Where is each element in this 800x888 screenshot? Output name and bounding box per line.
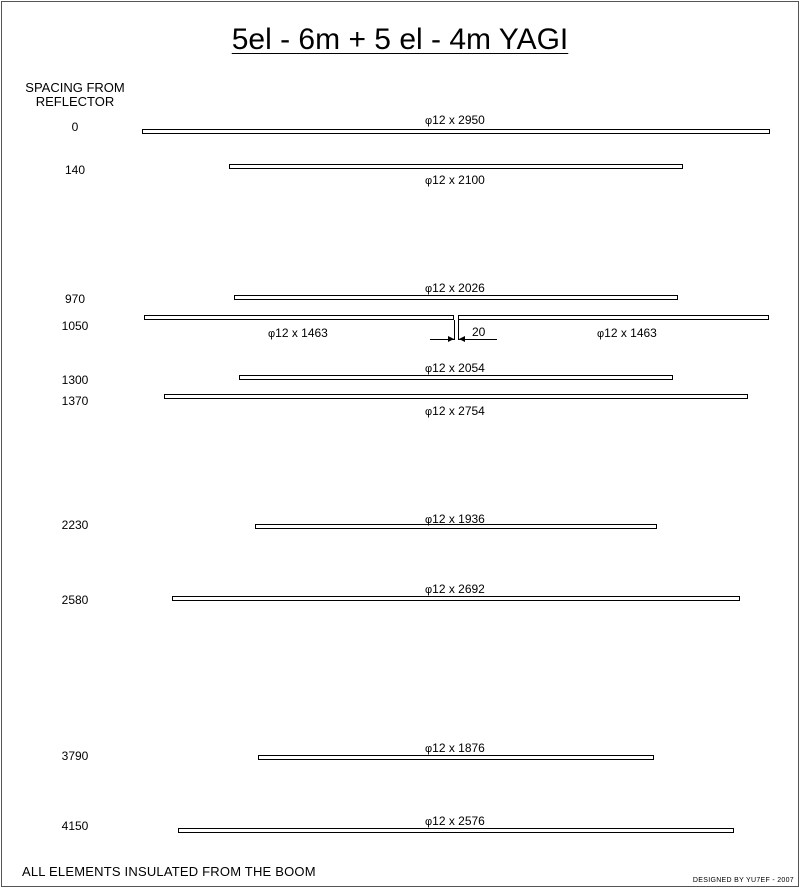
element-9-spacing: 3790 <box>61 749 89 763</box>
element-10-spacing: 4150 <box>61 819 89 833</box>
element-1-dimension: φ12 x 2950 <box>425 113 485 127</box>
element-8-spacing: 2580 <box>61 593 89 607</box>
designer-credit: DESIGNED BY YU7EF - 2007 <box>692 877 794 884</box>
element-3-dimension: φ12 x 2026 <box>425 281 485 295</box>
element-5-spacing: 1300 <box>61 373 89 387</box>
element-4-right-dimension: φ12 x 1463 <box>597 326 657 340</box>
element-7-spacing: 2230 <box>61 518 89 532</box>
element-6-dimension: φ12 x 2754 <box>425 404 485 418</box>
element-4-left-dimension: φ12 x 1463 <box>268 326 328 340</box>
element-1-spacing: 0 <box>71 120 79 134</box>
element-7-dimension: φ12 x 1936 <box>425 512 485 526</box>
element-2-spacing: 140 <box>64 163 86 177</box>
element-9-dimension: φ12 x 1876 <box>425 741 485 755</box>
element-5-dimension: φ12 x 2054 <box>425 361 485 375</box>
element-8-dimension: φ12 x 2692 <box>425 582 485 596</box>
element-1-rod <box>142 129 770 134</box>
element-4-left-half-rod <box>144 315 454 320</box>
gap-arrow-right <box>459 336 465 342</box>
drawing-title: 5el - 6m + 5 el - 4m YAGI <box>231 23 569 56</box>
element-3-spacing: 970 <box>64 292 86 306</box>
gap-dimension-label: 20 <box>472 325 486 339</box>
element-2-dimension: φ12 x 2100 <box>425 173 485 187</box>
element-10-dimension: φ12 x 2576 <box>425 814 485 828</box>
element-2-rod <box>229 164 683 169</box>
element-4-right-half-rod <box>458 315 769 320</box>
insulation-note: ALL ELEMENTS INSULATED FROM THE BOOM <box>22 864 316 879</box>
element-4-spacing: 1050 <box>61 319 89 333</box>
spacing-header-line-1: SPACING FROM <box>25 80 125 95</box>
gap-tick-left <box>454 320 455 340</box>
gap-arrow-left <box>448 336 454 342</box>
element-6-rod <box>164 394 748 399</box>
element-6-spacing: 1370 <box>61 394 89 408</box>
spacing-header-line-2: REFLECTOR <box>35 94 115 109</box>
